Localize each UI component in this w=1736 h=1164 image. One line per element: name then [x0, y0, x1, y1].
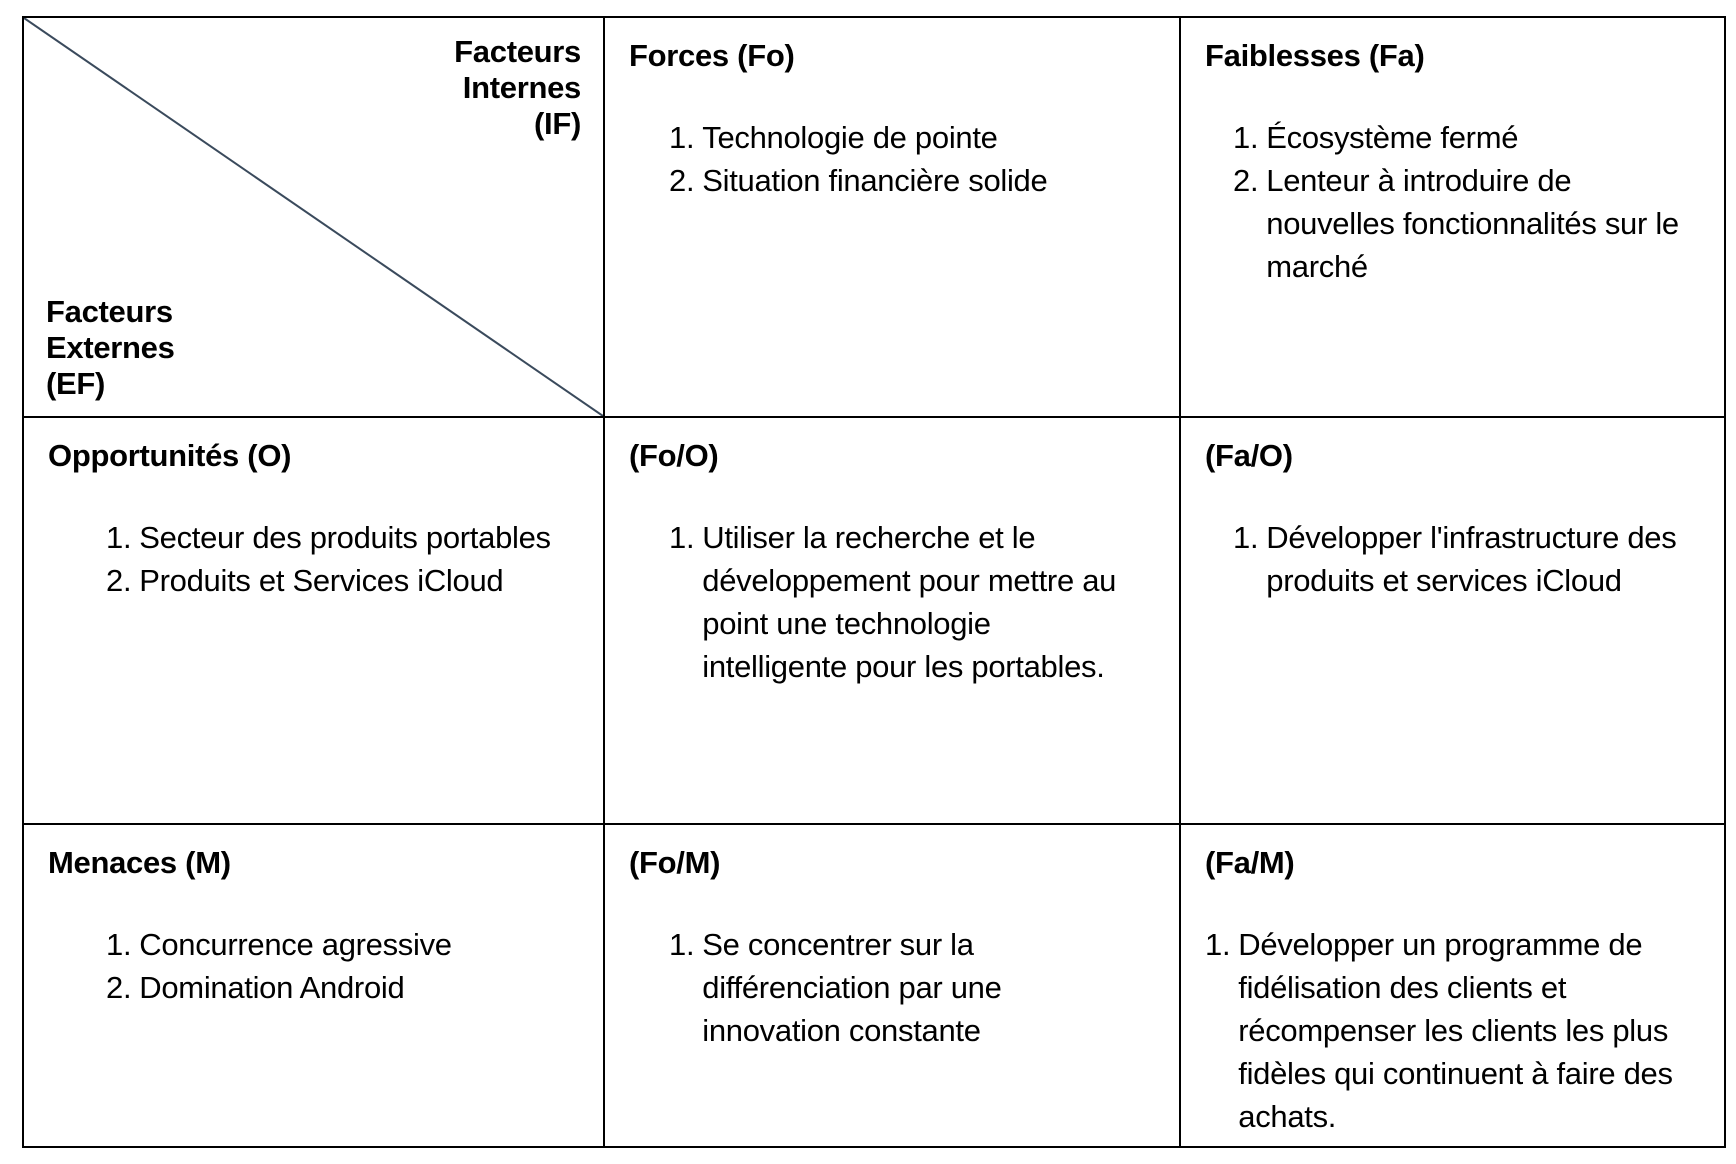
strengths-list: [629, 116, 1155, 202]
fo-o-title: (Fo/O): [629, 438, 719, 473]
opportunities-title: Opportunités (O): [48, 438, 292, 473]
item-text: Domination Android: [139, 970, 405, 1005]
item-number: 2.: [106, 970, 132, 1005]
fa-m-list: [1205, 923, 1696, 1138]
swot-matrix: [22, 16, 1726, 1148]
list-item: [669, 116, 1155, 159]
item-number: 1.: [106, 520, 132, 555]
weaknesses-threats-cell: [1181, 825, 1726, 1146]
item-text: Secteur des produits portables: [139, 520, 551, 555]
weaknesses-title: Faiblesses (Fa): [1205, 38, 1425, 73]
item-text: Développer l'infrastructure des produits et services iCloud: [1266, 520, 1677, 598]
item-text: Technologie de pointe: [702, 120, 998, 155]
strengths-threats-cell: [605, 825, 1179, 1146]
item-number: 1.: [1233, 520, 1259, 555]
threats-title: Menaces (M): [48, 845, 231, 880]
fa-m-title: (Fa/M): [1205, 845, 1295, 880]
list-item: [1205, 923, 1696, 1138]
item-text: Développer un programme de fidélisation des clients et récompenser les clients les plus fidèles qui continuent à faire des achats.: [1238, 927, 1673, 1134]
fa-o-list: [1205, 516, 1702, 602]
weaknesses-cell: [1181, 18, 1726, 416]
item-text: Situation financière solide: [702, 163, 1048, 198]
item-number: 1.: [1233, 120, 1259, 155]
fo-m-title: (Fo/M): [629, 845, 721, 880]
list-item: [106, 559, 579, 602]
internal-factors-label: Facteurs Internes (IF): [454, 34, 581, 141]
item-text: Écosystème fermé: [1266, 120, 1519, 155]
threats-list: [48, 923, 579, 1009]
strengths-cell: [605, 18, 1179, 416]
fa-o-title: (Fa/O): [1205, 438, 1293, 473]
item-text: Lenteur à introduire de nouvelles fonctionnalités sur le marché: [1266, 163, 1679, 284]
fo-m-list: [629, 923, 1089, 1052]
opportunities-cell: [24, 418, 603, 823]
threats-cell: [24, 825, 603, 1146]
list-item: [1233, 116, 1702, 159]
item-number: 2.: [669, 163, 695, 198]
item-text: Produits et Services iCloud: [139, 563, 504, 598]
list-item: [669, 516, 1139, 688]
weaknesses-opportunities-cell: [1181, 418, 1726, 823]
item-number: 1.: [669, 520, 695, 555]
weaknesses-list: [1205, 116, 1702, 288]
item-text: Concurrence agressive: [139, 927, 452, 962]
list-item: [106, 516, 579, 559]
item-text: Se concentrer sur la différenciation par une innovation constante: [702, 927, 1002, 1048]
opportunities-list: [48, 516, 579, 602]
fo-o-list: [629, 516, 1139, 688]
item-text: Utiliser la recherche et le développement pour mettre au point une technologie intelligente pour les portables.: [702, 520, 1117, 684]
list-item: [1233, 516, 1702, 602]
item-number: 1.: [106, 927, 132, 962]
item-number: 1.: [1205, 927, 1231, 962]
external-factors-label: Facteurs Externes (EF): [46, 294, 175, 401]
item-number: 2.: [106, 563, 132, 598]
list-item: [106, 923, 579, 966]
list-item: [1233, 159, 1702, 288]
strengths-opportunities-cell: [605, 418, 1179, 823]
list-item: [106, 966, 579, 1009]
list-item: [669, 923, 1089, 1052]
item-number: 1.: [669, 927, 695, 962]
list-item: [669, 159, 1155, 202]
item-number: 1.: [669, 120, 695, 155]
strengths-title: Forces (Fo): [629, 38, 795, 73]
corner-cell: [24, 18, 603, 416]
item-number: 2.: [1233, 163, 1259, 198]
